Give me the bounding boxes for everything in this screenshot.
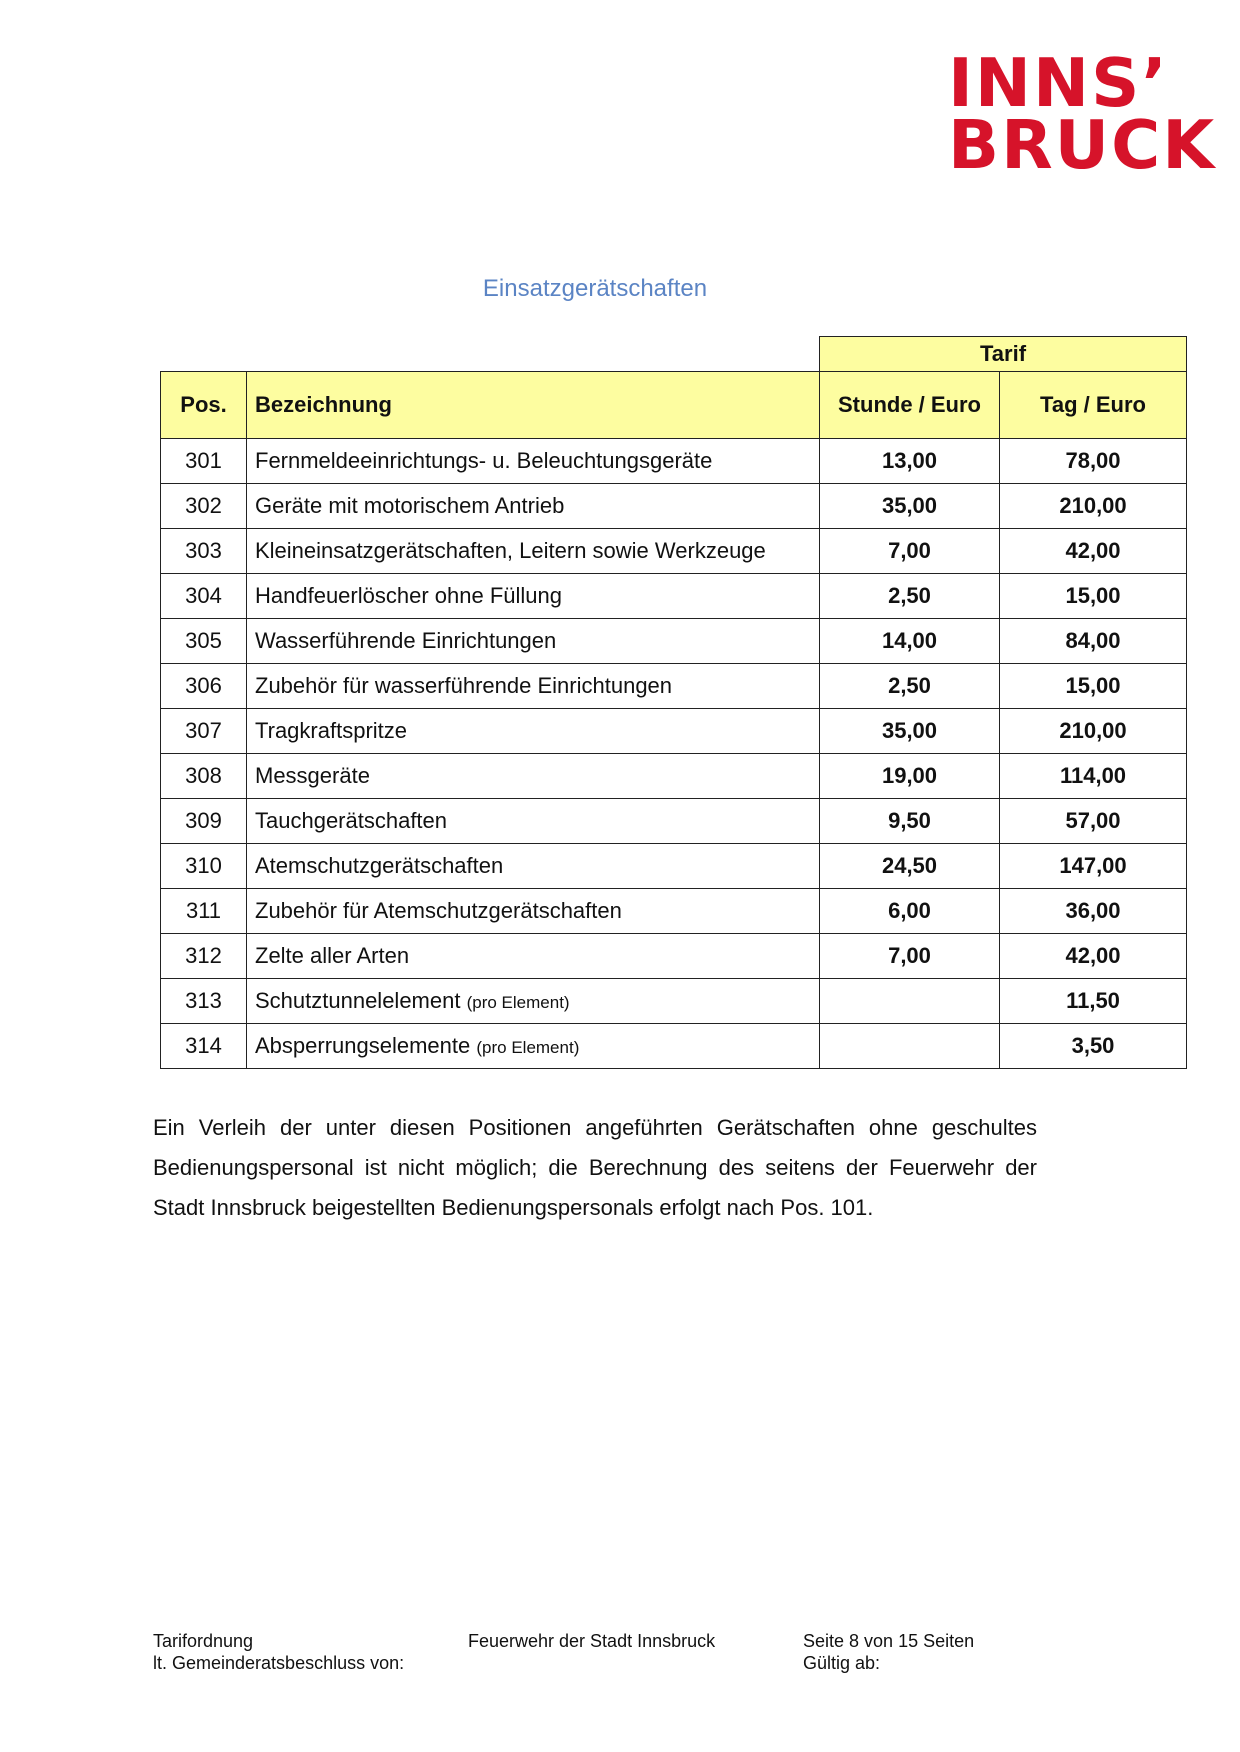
table-row [161,619,1187,664]
table-row [161,664,1187,709]
footer-left [153,1630,404,1674]
header-pos: Pos. [161,372,247,439]
table-row [161,934,1187,979]
table-row [161,754,1187,799]
bezeichnung-cell [247,619,820,664]
pos-cell: 303 [161,529,247,574]
tag-cell: 36,00 [1000,889,1187,934]
footer-page-number: Seite 8 von 15 Seiten [803,1631,975,1651]
tag-cell: 57,00 [1000,799,1187,844]
bezeichnung-cell [247,934,820,979]
tag-cell: 42,00 [1000,529,1187,574]
item-name: Tragkraftspritze [255,718,408,743]
table-row [161,439,1187,484]
stunde-cell [820,1024,1000,1069]
bezeichnung-cell [247,799,820,844]
pos-cell: 309 [161,799,247,844]
table-row [161,709,1187,754]
tariff-table [160,336,1187,1069]
header-stunde: Stunde / Euro [820,372,1000,439]
bezeichnung-cell [247,484,820,529]
bezeichnung-cell [247,979,820,1024]
table-row [161,529,1187,574]
bezeichnung-cell [247,844,820,889]
tarif-label: Tarif [820,337,1187,372]
item-name: Atemschutzgerätschaften [255,853,504,878]
table-row [161,889,1187,934]
pos-cell: 312 [161,934,247,979]
footer-beschluss: lt. Gemeinderatsbeschluss von: [153,1653,405,1673]
item-name: Schutztunnelelement [255,988,461,1013]
tag-cell: 114,00 [1000,754,1187,799]
pos-cell: 308 [161,754,247,799]
innsbruck-logo [948,44,1217,184]
pos-cell: 302 [161,484,247,529]
item-name: Handfeuerlöscher ohne Füllung [255,583,562,608]
pos-cell: 314 [161,1024,247,1069]
footer-valid-from: Gültig ab: [803,1653,881,1673]
item-name: Fernmeldeeinrichtungs- u. Beleuchtungsgeräte [255,448,713,473]
item-name: Tauchgerätschaften [255,808,448,833]
stunde-cell: 14,00 [820,619,1000,664]
stunde-cell: 2,50 [820,664,1000,709]
bezeichnung-cell [247,664,820,709]
item-name: Geräte mit motorischem Antrieb [255,493,565,518]
stunde-cell: 13,00 [820,439,1000,484]
item-unit-note: (pro Element) [476,1038,580,1057]
item-name: Kleineinsatzgerätschaften, Leitern sowie Werkzeuge [255,538,766,563]
usage-note: Ein Verleih der unter diesen Positionen angeführten Gerätschaften ohne geschultes Bedienungspersonal ist nicht möglich; die Berechnung des seitens der Feuerwehr der Stadt Innsbruck beigestellten Bedienungspersonals erfolgt nach Pos. 101. [153,1115,1037,1220]
tag-cell: 210,00 [1000,709,1187,754]
tag-cell: 42,00 [1000,934,1187,979]
tag-cell: 15,00 [1000,664,1187,709]
pos-cell: 310 [161,844,247,889]
bezeichnung-cell [247,889,820,934]
stunde-cell: 2,50 [820,574,1000,619]
stunde-cell: 7,00 [820,529,1000,574]
column-header-row [161,372,1187,439]
pos-cell: 304 [161,574,247,619]
tag-cell: 3,50 [1000,1024,1187,1069]
item-name: Absperrungselemente [255,1033,471,1058]
pos-cell: 301 [161,439,247,484]
bezeichnung-cell [247,574,820,619]
tag-cell: 147,00 [1000,844,1187,889]
item-name: Zelte aller Arten [255,943,410,968]
table-row [161,799,1187,844]
pos-cell: 306 [161,664,247,709]
stunde-cell: 7,00 [820,934,1000,979]
section-title: Einsatzgerätschaften [482,275,708,302]
tag-cell: 15,00 [1000,574,1187,619]
item-name: Wasserführende Einrichtungen [255,628,557,653]
tag-cell: 84,00 [1000,619,1187,664]
header-tag: Tag / Euro [1000,372,1187,439]
table-row [161,1024,1187,1069]
table-row [161,484,1187,529]
stunde-cell: 6,00 [820,889,1000,934]
table-row [161,979,1187,1024]
footer-tarifordnung: Tarifordnung [153,1631,254,1651]
logo-line-2: BRUCK [948,106,1217,184]
logo-line-1: INNS’ [948,44,1169,122]
header-bezeichnung: Bezeichnung [247,372,820,439]
item-name: Zubehör für wasserführende Einrichtungen [255,673,673,698]
stunde-cell: 19,00 [820,754,1000,799]
tag-cell: 78,00 [1000,439,1187,484]
pos-cell: 305 [161,619,247,664]
bezeichnung-cell [247,709,820,754]
stunde-cell: 35,00 [820,709,1000,754]
blank-cell [161,337,820,372]
pos-cell: 307 [161,709,247,754]
stunde-cell: 35,00 [820,484,1000,529]
table-row [161,844,1187,889]
stunde-cell: 9,50 [820,799,1000,844]
footer-right [803,1630,974,1674]
tag-cell: 210,00 [1000,484,1187,529]
bezeichnung-cell [247,529,820,574]
tarif-header-row [161,337,1187,372]
pos-cell: 313 [161,979,247,1024]
item-name: Messgeräte [255,763,370,788]
pos-cell: 311 [161,889,247,934]
footer-center [468,1630,715,1652]
stunde-cell: 24,50 [820,844,1000,889]
table-row [161,574,1187,619]
stunde-cell [820,979,1000,1024]
bezeichnung-cell [247,1024,820,1069]
bezeichnung-cell [247,439,820,484]
tag-cell: 11,50 [1000,979,1187,1024]
bezeichnung-cell [247,754,820,799]
item-unit-note: (pro Element) [466,993,570,1012]
footer-organisation: Feuerwehr der Stadt Innsbruck [468,1631,716,1651]
item-name: Zubehör für Atemschutzgerätschaften [255,898,622,923]
